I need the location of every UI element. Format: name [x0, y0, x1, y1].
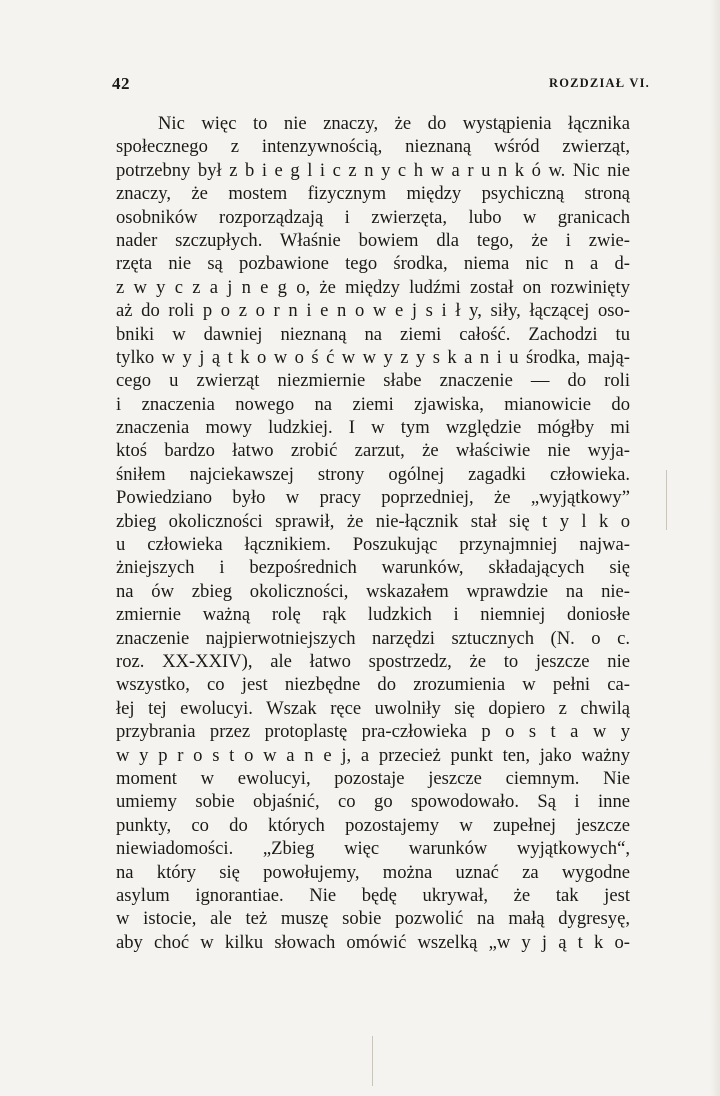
text-line: łej tej ewolucyi. Wszak ręce uwolniły się dopiero z chwilą [116, 697, 630, 719]
running-head: ROZDZIAŁ VI. [549, 76, 650, 90]
text-line: przybrania przez protoplastę pra-człowieka p o s t a w y [116, 721, 630, 743]
text-line: ktoś bardzo łatwo zrobić zarzut, że właściwie nie wyja- [116, 440, 630, 462]
text-line: zbieg okoliczności sprawił, że nie-łącznik stał się t y l k o [116, 510, 630, 532]
text-line: w istocie, ale też muszę sobie pozwolić na małą dygresyę, [116, 908, 630, 930]
text-line: moment w ewolucyi, pozostaje jeszcze ciemnym. Nie [116, 767, 630, 789]
text-line: roz. XX-XXIV), ale łatwo spostrzedz, że to jeszcze nie [116, 650, 630, 672]
text-line: rzęta nie są pozbawione tego środka, niema nic n a d- [116, 253, 630, 275]
text-line: na ów zbieg okoliczności, wskazałem wprawdzie na nie- [116, 580, 630, 602]
text-line: śniłem najciekawszej strony ogólnej zagadki człowieka. [116, 463, 630, 485]
text-line: znaczy, że mostem fizycznym między psychiczną stroną [116, 183, 630, 205]
page-header [112, 74, 650, 98]
text-line: punkty, co do których pozostajemy w zupełnej jeszcze [116, 814, 630, 836]
page-number: 42 [112, 74, 130, 93]
text-line: bniki w dawniej nieznaną na ziemi całość. Zachodzi tu [116, 323, 630, 345]
text-line: znaczenia mowy ludzkiej. I w tym względzie mógłby mi [116, 417, 630, 439]
text-line: umiemy sobie objaśnić, co go spowodowało. Są i inne [116, 791, 630, 813]
text-line: osobników rozporządzają i zwierzęta, lubo w granicach [116, 206, 630, 228]
paper-mark [372, 1036, 373, 1086]
text-line: zmiernie ważną rolę rąk ludzkich i niemniej doniosłe [116, 604, 630, 626]
text-line: społecznego z intenzywnością, nieznaną wśród zwierząt, [116, 136, 630, 158]
text-line: niewiadomości. „Zbieg więc warunków wyjątkowych“, [116, 838, 630, 860]
text-line: asylum ignorantiae. Nie będę ukrywał, że tak jest [116, 884, 630, 906]
text-line: i znaczenia nowego na ziemi zjawiska, mianowicie do [116, 393, 630, 415]
text-line: z w y c z a j n e g o, że między ludźmi został on rozwinięty [116, 276, 630, 298]
text-line: aby choć w kilku słowach omówić wszelką „w y j ą t k o- [116, 931, 630, 953]
text-line: żniejszych i bezpośrednich warunków, składających się [116, 557, 630, 579]
body-text [116, 112, 630, 954]
text-line: aż do roli p o z o r n i e n o w e j s i ł y, siły, łączącej oso- [116, 300, 630, 322]
text-line: w y p r o s t o w a n e j, a przecież punkt ten, jako ważny [116, 744, 630, 766]
text-line: Nic więc to nie znaczy, że do wystąpienia łącznika [158, 113, 630, 134]
page-edge-shadow [710, 0, 720, 1096]
text-line: znaczenie najpierwotniejszych narzędzi sztucznych (N. o c. [116, 627, 630, 649]
paper-mark [666, 470, 667, 530]
text-line: wszystko, co jest niezbędne do zrozumienia w pełni ca- [116, 674, 630, 696]
text-line: u człowieka łącznikiem. Poszukując przynajmniej najwa- [116, 534, 630, 556]
text-line: tylko w y j ą t k o w o ś ć w w y z y s k a n i u środka, mają- [116, 346, 630, 368]
text-line: nader szczupłych. Właśnie bowiem dla tego, że i zwie- [116, 229, 630, 251]
text-line: potrzebny był z b i e g l i c z n y c h w a r u n k ó w. Nic nie [116, 159, 630, 181]
text-line: na który się powołujemy, można uznać za wygodne [116, 861, 630, 883]
text-line: cego u zwierząt niezmiernie słabe znaczenie — do roli [116, 370, 630, 392]
text-line: Powiedziano było w pracy poprzedniej, że „wyjątkowy” [116, 487, 630, 509]
